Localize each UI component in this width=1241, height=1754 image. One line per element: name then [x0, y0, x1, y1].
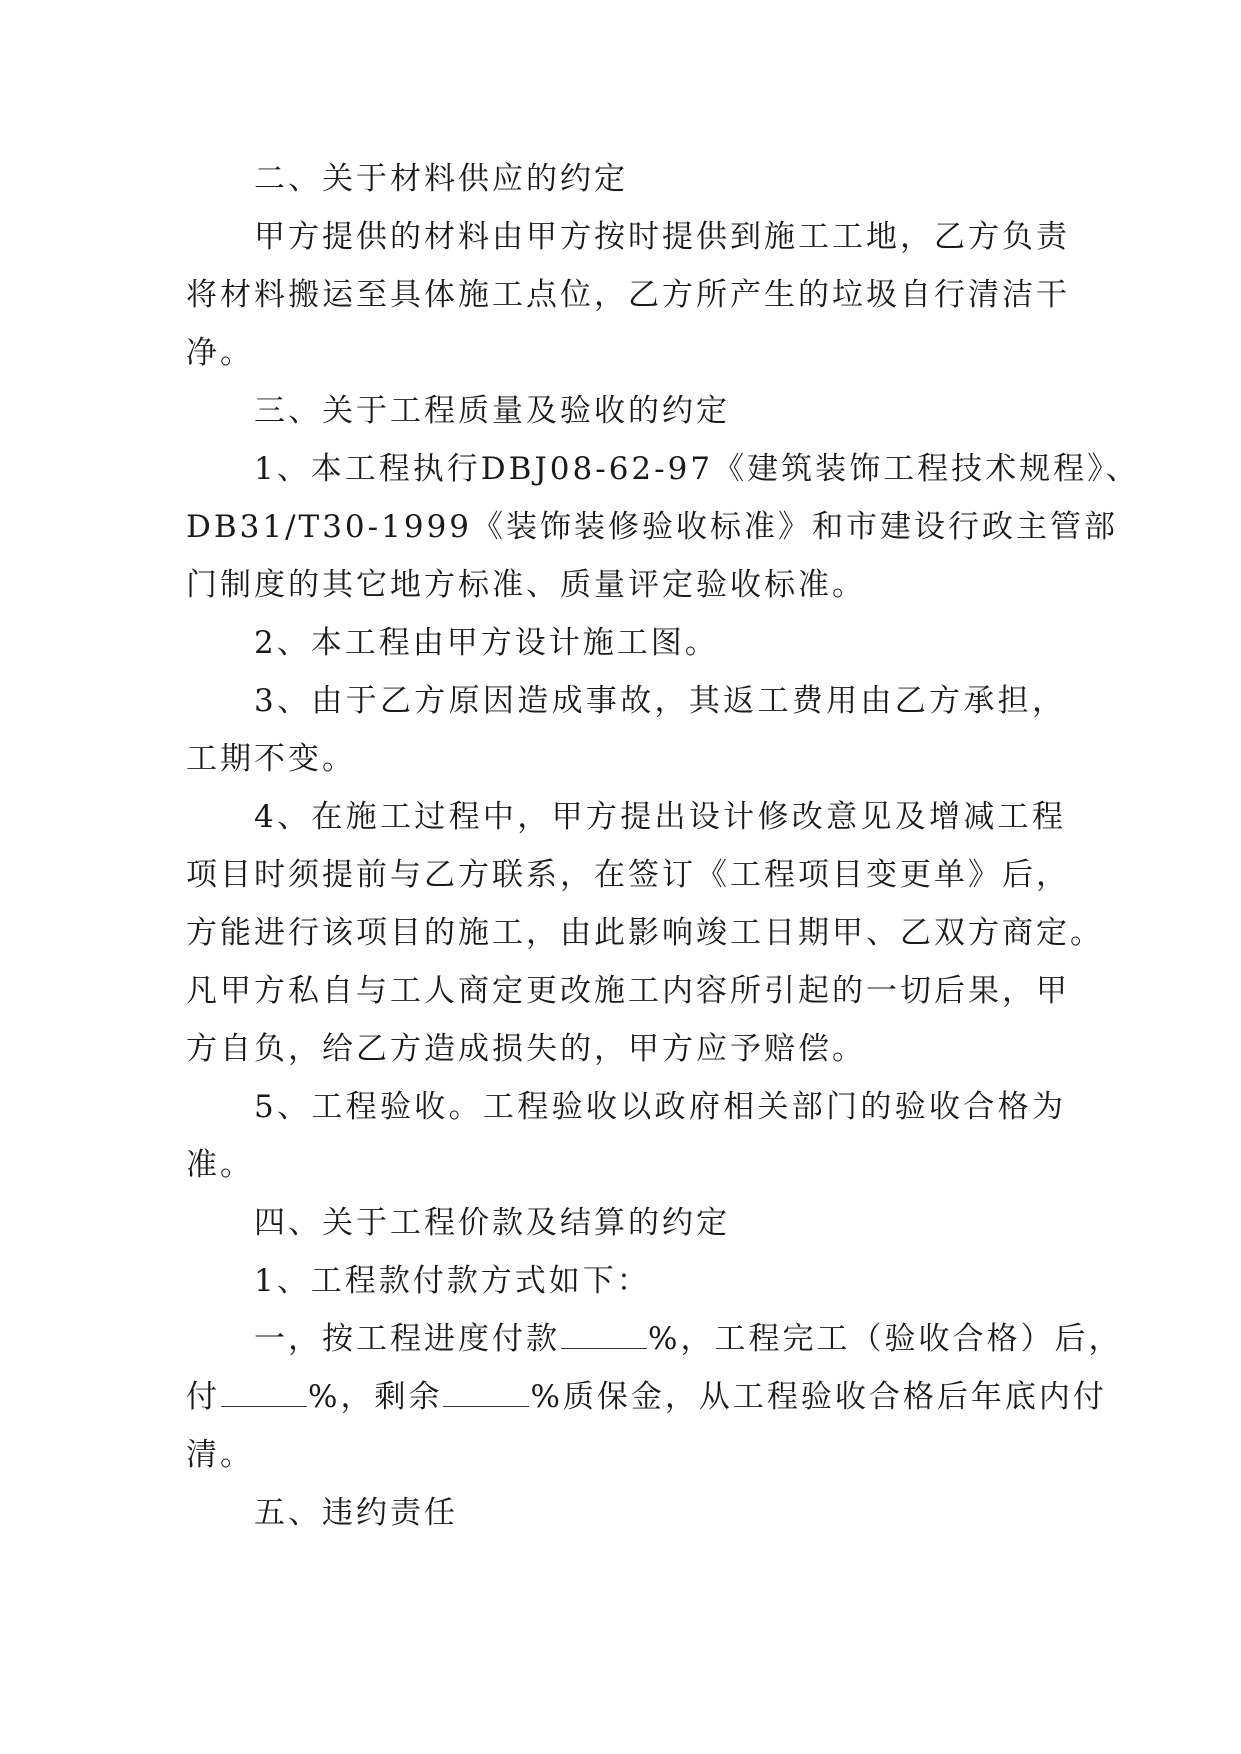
- payment-line-1-before: 一，按工程进度付款: [254, 1321, 560, 1357]
- payment-line-2-before: 付: [186, 1379, 220, 1415]
- paragraph-line: 清。: [186, 1437, 254, 1473]
- paragraph-line: 工期不变。: [186, 741, 356, 777]
- paragraph-line: 准。: [186, 1147, 254, 1183]
- blank-retention-percent: [443, 1382, 529, 1407]
- paragraph-line: 项目时须提前与乙方联系，在签订《工程项目变更单》后，: [186, 857, 1070, 893]
- document-page: [186, 150, 1140, 1542]
- paragraph-line: 4、在施工过程中，甲方提出设计修改意见及增减工程: [254, 799, 1066, 835]
- paragraph-line: 将材料搬运至具体施工点位，乙方所产生的垃圾自行清洁干: [186, 277, 1070, 313]
- payment-line-2-after: %质保金，从工程验收合格后年底内付: [530, 1379, 1107, 1415]
- paragraph-line: 方自负，给乙方造成损失的，甲方应予赔偿。: [186, 1031, 866, 1067]
- payment-line-1: [186, 1310, 1123, 1368]
- payment-line-2-middle: %，剩余: [308, 1379, 443, 1415]
- section-heading-materials: 二、关于材料供应的约定: [254, 161, 628, 197]
- paragraph-line: 门制度的其它地方标准、质量评定验收标准。: [186, 567, 866, 603]
- paragraph-line: 2、本工程由甲方设计施工图。: [254, 625, 719, 661]
- paragraph-line: 5、工程验收。工程验收以政府相关部门的验收合格为: [254, 1089, 1066, 1125]
- paragraph-line: 1、工程款付款方式如下：: [254, 1263, 651, 1299]
- paragraph-line: 3、由于乙方原因造成事故，其返工费用由乙方承担，: [254, 683, 1066, 719]
- section-heading-quality: 三、关于工程质量及验收的约定: [254, 393, 730, 429]
- paragraph-line: 1、本工程执行DBJ08-62-97《建筑装饰工程技术规程》、: [254, 451, 1140, 487]
- payment-line-2: [186, 1368, 1107, 1426]
- section-heading-payment: 四、关于工程价款及结算的约定: [254, 1205, 730, 1241]
- paragraph-line: 净。: [186, 335, 254, 371]
- section-heading-liability: 五、违约责任: [254, 1495, 458, 1531]
- blank-progress-percent: [561, 1324, 647, 1349]
- paragraph-line: 甲方提供的材料由甲方按时提供到施工工地，乙方负责: [254, 219, 1070, 255]
- paragraph-line: 凡甲方私自与工人商定更改施工内容所引起的一切后果，甲: [186, 973, 1070, 1009]
- paragraph-line: DB31/T30-1999《装饰装修验收标准》和市建设行政主管部: [186, 509, 1119, 545]
- paragraph-line: 方能进行该项目的施工，由此影响竣工日期甲、乙双方商定。: [186, 915, 1104, 951]
- payment-line-1-after: %，工程完工（验收合格）后，: [648, 1321, 1123, 1357]
- blank-completion-percent: [221, 1382, 307, 1407]
